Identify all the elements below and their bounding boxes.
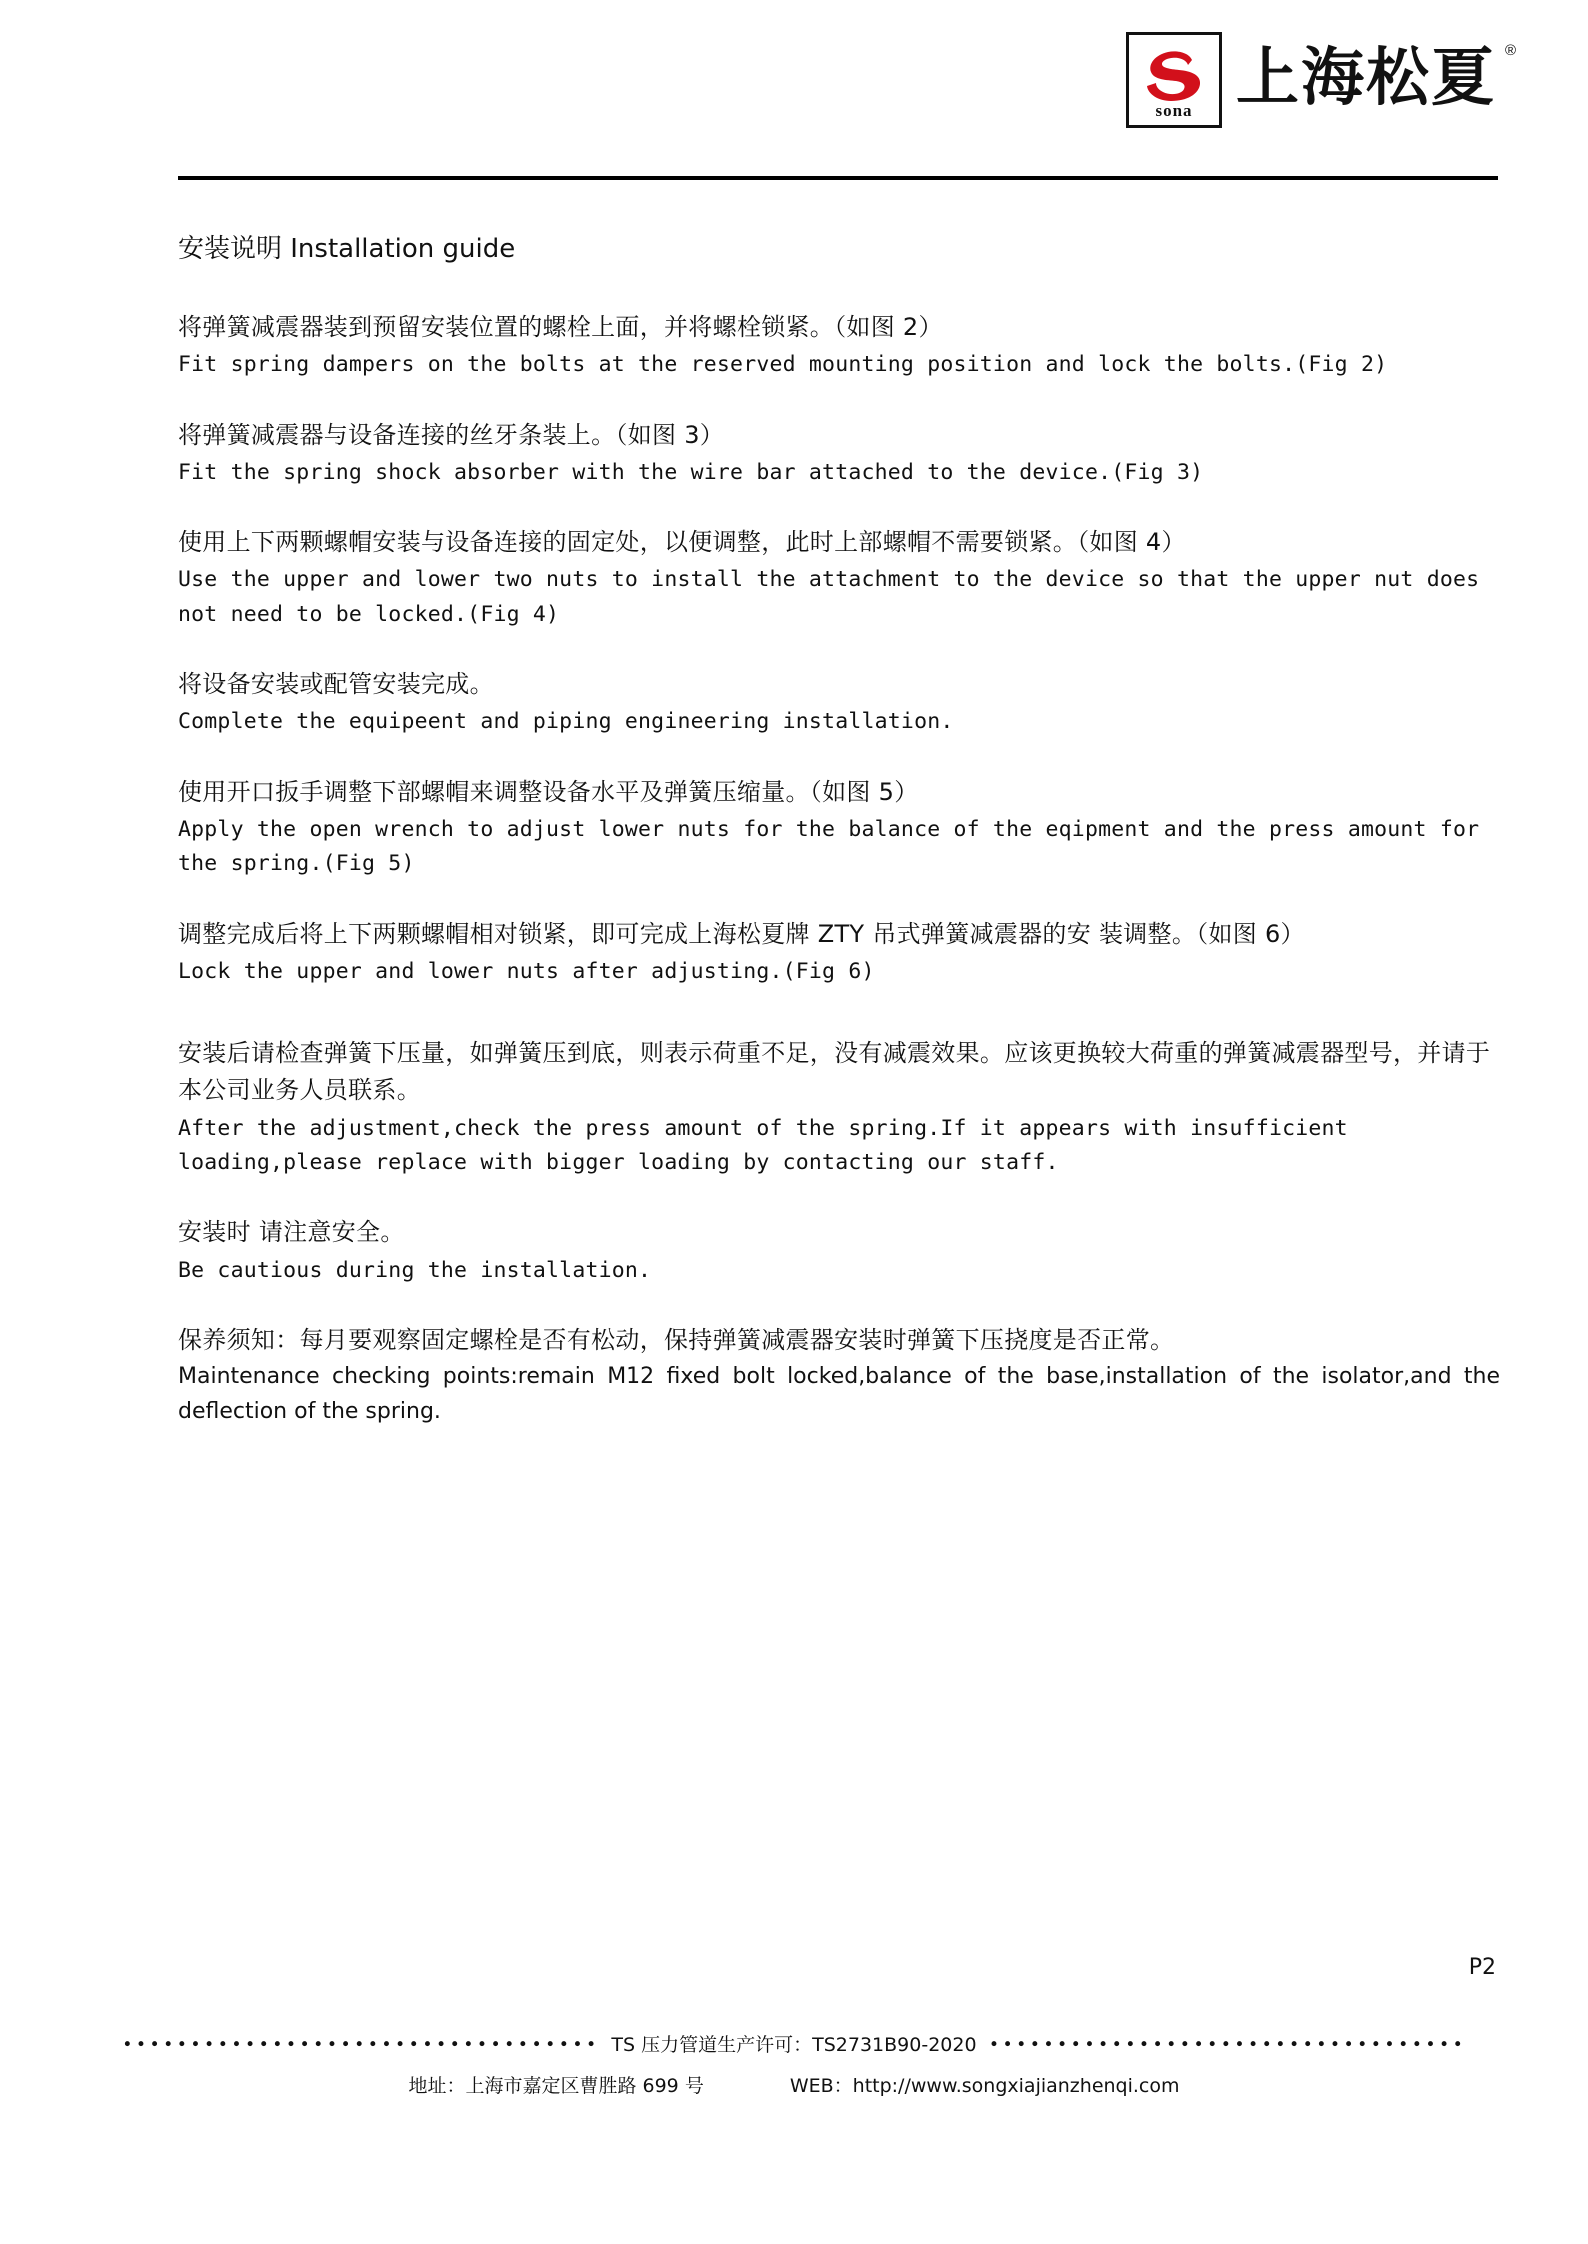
footer-dots-left: ∙∙∙∙∙∙∙∙∙∙∙∙∙∙∙∙∙∙∙∙∙∙∙∙∙∙∙∙∙∙∙∙∙∙∙ — [121, 2033, 600, 2054]
section-1-cn: 将弹簧减震器装到预留安装位置的螺栓上面，并将螺栓锁紧。（如图 2） — [178, 313, 943, 341]
header-divider — [178, 176, 1498, 180]
section-8-cn: 安装时 请注意安全。 — [178, 1218, 405, 1247]
footer-contact-line — [0, 2071, 1588, 2098]
section-4 — [178, 666, 1500, 740]
section-8 — [178, 1214, 1500, 1288]
registered-trademark-icon: ® — [1504, 41, 1516, 59]
section-2-en: Fit the spring shock absorber with the wire bar attached to the device.(Fig 3) — [178, 459, 1204, 485]
section-5-cn: 使用开口扳手调整下部螺帽来调整设备水平及弹簧压缩量。（如图 5） — [178, 777, 919, 806]
footer-dots-right: ∙∙∙∙∙∙∙∙∙∙∙∙∙∙∙∙∙∙∙∙∙∙∙∙∙∙∙∙∙∙∙∙∙∙∙ — [988, 2033, 1467, 2054]
section-7-en: After the adjustment,check the press amount of the spring.If it appears with insufficient loading,please replace with bigger loading by contacting our staff. — [178, 1115, 1348, 1176]
section-6-cn: 调整完成后将上下两颗螺帽相对锁紧，即可完成上海松夏牌 ZTY 吊式弹簧减震器的安 装调整。（如图 6） — [178, 919, 1305, 948]
logo-sona-text: sona — [1155, 101, 1193, 120]
page-number: P2 — [1468, 1955, 1496, 1980]
section-9-cn: 保养须知：每月要观察固定螺栓是否有松动，保持弹簧减震器安装时弹簧下压挠度是否正常。 — [178, 1325, 1175, 1354]
section-2-cn: 将弹簧减震器与设备连接的丝牙条装上。（如图 3） — [178, 420, 725, 449]
section-3 — [178, 524, 1500, 632]
footer-website[interactable]: WEB：http://www.songxiajianzhenqi.com — [789, 2075, 1180, 2097]
document-content — [178, 228, 1500, 1454]
section-1-en: Fit spring dampers on the bolts at the reserved mounting position and lock the bolts.(Fig 2) — [178, 352, 1388, 378]
section-4-en: Complete the equipeent and piping engineering installation. — [178, 709, 954, 735]
section-5 — [178, 774, 1500, 882]
section-1 — [178, 309, 1500, 383]
section-9 — [178, 1322, 1500, 1430]
company-logo — [1126, 32, 1516, 128]
section-6-en: Lock the upper and lower nuts after adjusting.(Fig 6) — [178, 958, 875, 984]
section-6 — [178, 916, 1500, 990]
section-3-cn: 使用上下两颗螺帽安装与设备连接的固定处，以便调整，此时上部螺帽不需要锁紧。（如图 4） — [178, 528, 1186, 557]
page-title: 安装说明 Installation guide — [178, 234, 516, 264]
section-7-cn: 安装后请检查弹簧下压量，如弹簧压到底，则表示荷重不足，没有减震效果。应该更换较大荷重的弹簧减震器型号，并请于本公司业务人员联系。 — [178, 1039, 1491, 1105]
footer-address: 地址：上海市嘉定区曹胜路 699 号 — [408, 2075, 704, 2097]
page-header — [0, 18, 1588, 158]
sona-logo-mark — [1126, 32, 1222, 128]
section-9-en: Maintenance checking points:remain M12 fixed bolt locked,balance of the base,installation of the isolator,and the deflection of the spring. — [178, 1364, 1500, 1425]
footer-license-line — [0, 2030, 1588, 2057]
section-4-cn: 将设备安装或配管安装完成。 — [178, 670, 494, 699]
section-2 — [178, 417, 1500, 491]
logo-company-name: 上海松夏 — [1236, 40, 1496, 114]
page-footer — [0, 2030, 1588, 2098]
sona-s-icon — [1145, 50, 1203, 102]
section-8-en: Be cautious during the installation. — [178, 1257, 652, 1283]
section-3-en: Use the upper and lower two nuts to install the attachment to the device so that the upper nut does not need to be locked.(Fig 4) — [178, 567, 1480, 627]
footer-license-text: TS 压力管道生产许可：TS2731B90-2020 — [611, 2034, 977, 2056]
section-5-en: Apply the open wrench to adjust lower nuts for the balance of the eqipment and the press amount for the spring.(Fig 5) — [178, 816, 1480, 877]
section-7 — [178, 1035, 1500, 1180]
